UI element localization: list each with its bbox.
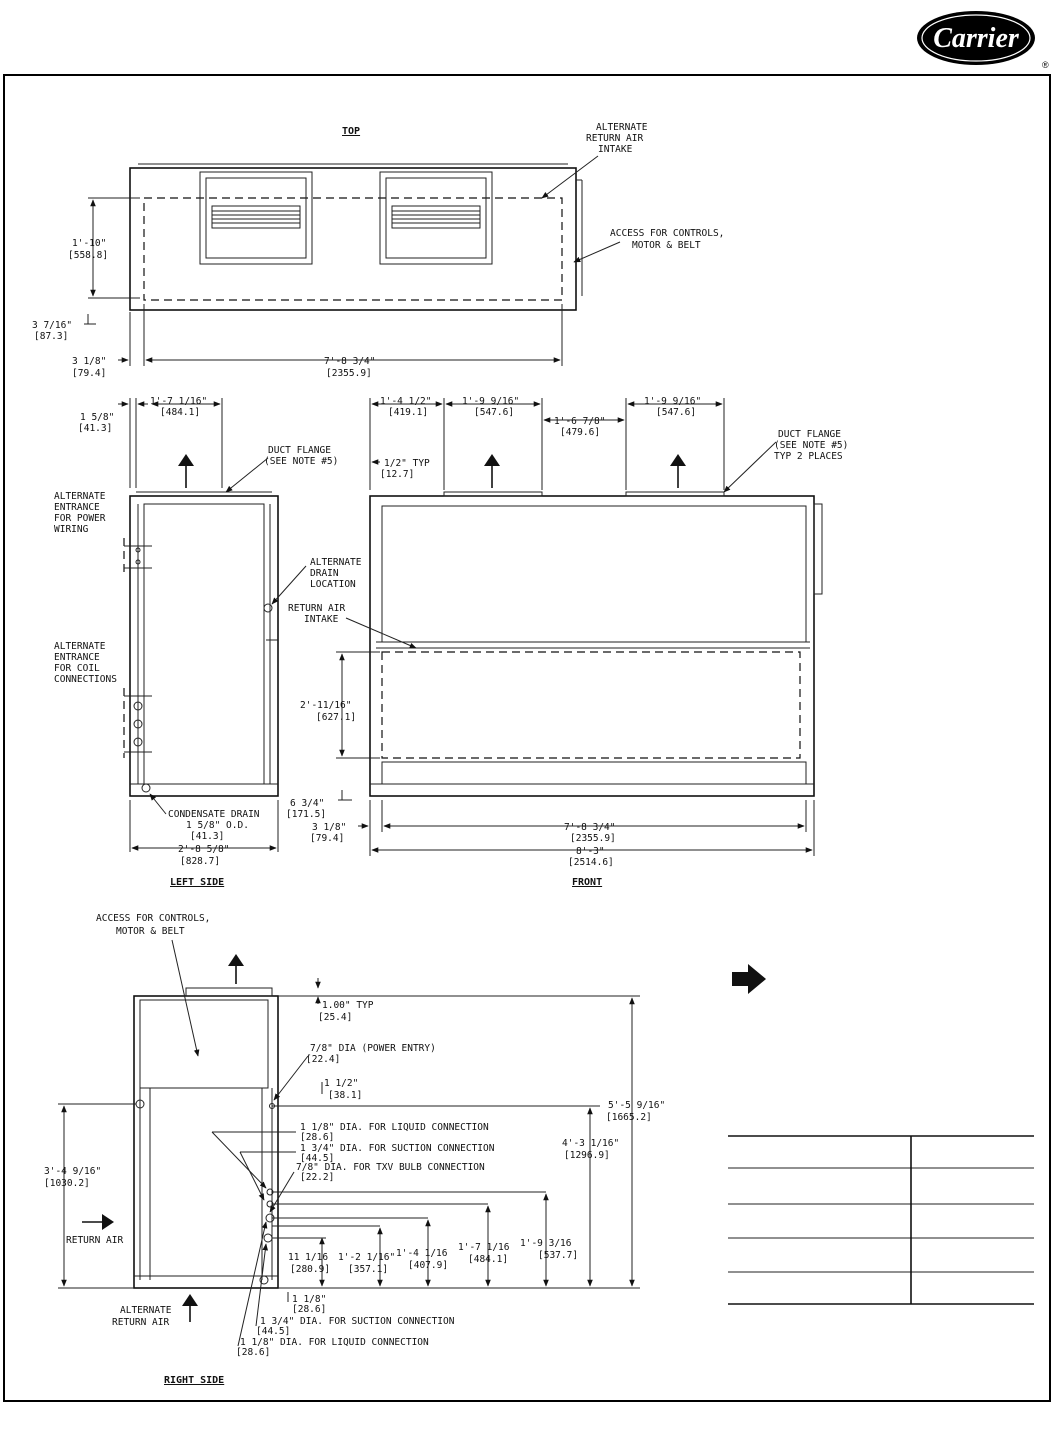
dim-1-4-1-2-mm: [419.1] — [388, 407, 429, 418]
right-alt-return-1: ALTERNATE — [120, 1305, 172, 1316]
right-side-view — [44, 913, 665, 1386]
registered-mark: ® — [1042, 60, 1049, 70]
dim-1-9-3-16: 1'-9 3/16 — [520, 1238, 572, 1249]
alt-power-4: WIRING — [54, 524, 89, 535]
txv-mm: [22.2] — [300, 1172, 335, 1183]
cond-drain-1: CONDENSATE DRAIN — [168, 809, 260, 820]
dim-2-11-11-16: 2'-11/16" — [300, 700, 352, 711]
dim-11-1-16-mm: [280.9] — [290, 1264, 331, 1275]
dim-1-4-1-16-mm: [407.9] — [408, 1260, 449, 1271]
alt-power-1: ALTERNATE — [54, 491, 106, 502]
dim-3-4-9-16-mm: [1030.2] — [44, 1178, 90, 1189]
liquid-bot-mm: [28.6] — [236, 1347, 271, 1358]
dim-7-8-3-4-mm: [2355.9] — [326, 368, 372, 379]
dim-1-2-1-16: 1'-2 1/16" — [338, 1252, 396, 1263]
front-title: FRONT — [572, 877, 603, 888]
front-view — [286, 396, 848, 888]
dim-3-7-16-mm: [87.3] — [34, 331, 69, 342]
power-entry-mm: [22.4] — [306, 1054, 341, 1065]
dim-1-7-1-16: 1'-7 1/16 — [458, 1242, 510, 1253]
dim-1-6-7-8-mm: [479.6] — [560, 427, 601, 438]
dim-3-4-9-16: 3'-4 9/16" — [44, 1166, 102, 1177]
dim-7-8-3-4: 7'-8 3/4" — [324, 356, 376, 367]
dim-1-4-1-16: 1'-4 1/16 — [396, 1248, 448, 1259]
dim-1-9-9-16-b-mm: [547.6] — [656, 407, 697, 418]
dim-2-8-5-8-mm: [828.7] — [180, 856, 221, 867]
dim-1-4-1-2: 1'-4 1/2" — [380, 396, 432, 407]
front-dim-3-1-8: 3 1/8" — [312, 822, 347, 833]
cond-drain-2: 1 5/8" O.D. — [186, 820, 249, 831]
alt-drain-1: ALTERNATE — [310, 557, 362, 568]
alt-return-label-3: INTAKE — [598, 144, 633, 155]
suction-bot-mm: [44.5] — [256, 1326, 291, 1337]
access-label-2: MOTOR & BELT — [632, 240, 701, 251]
dim-2-11-11-16-mm: [627.1] — [316, 712, 357, 723]
front-return-1: RETURN AIR — [288, 603, 346, 614]
dim-1-00-mm: [25.4] — [318, 1012, 353, 1023]
dim-3-7-16: 3 7/16" — [32, 320, 73, 331]
alt-drain-2: DRAIN — [310, 568, 339, 579]
front-duct-flange-2: (SEE NOTE #5) — [774, 440, 849, 451]
dim-2-8-5-8: 2'-8 5/8" — [178, 844, 230, 855]
dim-5-5-9-16-mm: [1665.2] — [606, 1112, 652, 1123]
front-dim-3-1-8-mm: [79.4] — [310, 833, 345, 844]
suction-top-mm: [44.5] — [300, 1153, 335, 1164]
dim-1-1-8-mm: [28.6] — [292, 1304, 327, 1315]
dim-1-9-9-16-a-mm: [547.6] — [474, 407, 515, 418]
dim-6-3-4-mm: [171.5] — [286, 809, 327, 820]
right-side-title: RIGHT SIDE — [164, 1375, 225, 1386]
blower-outlet-2 — [380, 172, 492, 264]
right-alt-return-2: RETURN AIR — [112, 1317, 170, 1328]
dim-4-3-1-16-mm: [1296.9] — [564, 1150, 610, 1161]
dim-1-6-7-8: 1'-6 7/8" — [554, 416, 606, 427]
dim-1-7-1-16: 1'-7 1/16" — [150, 396, 208, 407]
dim-1-7-1-16-mm: [484.1] — [468, 1254, 509, 1265]
alt-power-2: ENTRANCE — [54, 502, 100, 513]
dim-1-2-1-16-mm: [357.1] — [348, 1264, 389, 1275]
dim-4-3-1-16: 4'-3 1/16" — [562, 1138, 620, 1149]
dim-1-10-mm: [558.8] — [68, 250, 109, 261]
alt-power-3: FOR POWER — [54, 513, 106, 524]
spec-table — [728, 1136, 1034, 1304]
right-access-1: ACCESS FOR CONTROLS, — [96, 913, 211, 924]
front-return-2: INTAKE — [304, 614, 339, 625]
dim-6-3-4: 6 3/4" — [290, 798, 325, 809]
top-view — [32, 122, 724, 379]
alt-coil-3: FOR COIL — [54, 663, 100, 674]
dim-1-2-typ: 1/2" TYP — [384, 458, 430, 469]
dim-1-00: 1.00" TYP — [322, 1000, 374, 1011]
alt-return-label-2: RETURN AIR — [586, 133, 644, 144]
suction-top: 1 3/4" DIA. FOR SUCTION CONNECTION — [300, 1143, 495, 1154]
dim-1-1-2: 1 1/2" — [324, 1078, 359, 1089]
front-duct-flange-1: DUCT FLANGE — [778, 429, 841, 440]
alt-return-label-1: ALTERNATE — [596, 122, 648, 133]
suction-bot: 1 3/4" DIA. FOR SUCTION CONNECTION — [260, 1316, 455, 1327]
access-label-1: ACCESS FOR CONTROLS, — [610, 228, 725, 239]
dim-8-3-mm: [2514.6] — [568, 857, 614, 868]
duct-flange-label-2: (SEE NOTE #5) — [264, 456, 339, 467]
dim-5-5-9-16: 5'-5 9/16" — [608, 1100, 666, 1111]
dim-1-7-1-16-mm: [484.1] — [160, 407, 201, 418]
alt-coil-2: ENTRANCE — [54, 652, 100, 663]
blower-outlet-1 — [200, 172, 312, 264]
liquid-top: 1 1/8" DIA. FOR LIQUID CONNECTION — [300, 1122, 489, 1133]
dim-1-5-8-mm: [41.3] — [78, 423, 113, 434]
top-view-title: TOP — [342, 126, 361, 137]
front-dim-7-8-3-4: 7'-8 3/4" — [564, 822, 616, 833]
note-arrow-icon — [732, 964, 766, 994]
dim-1-5-8: 1 5/8" — [80, 412, 115, 423]
dim-8-3: 8'-3" — [576, 846, 605, 857]
dim-11-1-16: 11 1/16 — [288, 1252, 329, 1263]
dim-3-1-8: 3 1/8" — [72, 356, 107, 367]
dim-3-1-8-mm: [79.4] — [72, 368, 107, 379]
alt-coil-4: CONNECTIONS — [54, 674, 117, 685]
power-entry: 7/8" DIA (POWER ENTRY) — [310, 1043, 436, 1054]
alt-drain-3: LOCATION — [310, 579, 356, 590]
dim-1-9-9-16-a: 1'-9 9/16" — [462, 396, 520, 407]
txv: 7/8" DIA. FOR TXV BULB CONNECTION — [296, 1162, 485, 1173]
liquid-top-mm: [28.6] — [300, 1132, 335, 1143]
dim-1-2-typ-mm: [12.7] — [380, 469, 415, 480]
dim-1-10: 1'-10" — [72, 238, 107, 249]
dim-1-1-8: 1 1/8" — [292, 1294, 327, 1305]
alt-coil-1: ALTERNATE — [54, 641, 106, 652]
front-dim-7-8-3-4-mm: [2355.9] — [570, 833, 616, 844]
dim-1-9-3-16-mm: [537.7] — [538, 1250, 579, 1261]
right-return-air: RETURN AIR — [66, 1235, 124, 1246]
front-duct-flange-3: TYP 2 PLACES — [774, 451, 843, 462]
left-side-title: LEFT SIDE — [170, 877, 225, 888]
duct-flange-label-1: DUCT FLANGE — [268, 445, 331, 456]
dim-1-9-9-16-b: 1'-9 9/16" — [644, 396, 702, 407]
dim-1-1-2-mm: [38.1] — [328, 1090, 363, 1101]
cond-drain-3: [41.3] — [190, 831, 225, 842]
logo-wordmark: Carrier — [933, 23, 1019, 54]
right-access-2: MOTOR & BELT — [116, 926, 185, 937]
liquid-bot: 1 1/8" DIA. FOR LIQUID CONNECTION — [240, 1337, 429, 1348]
